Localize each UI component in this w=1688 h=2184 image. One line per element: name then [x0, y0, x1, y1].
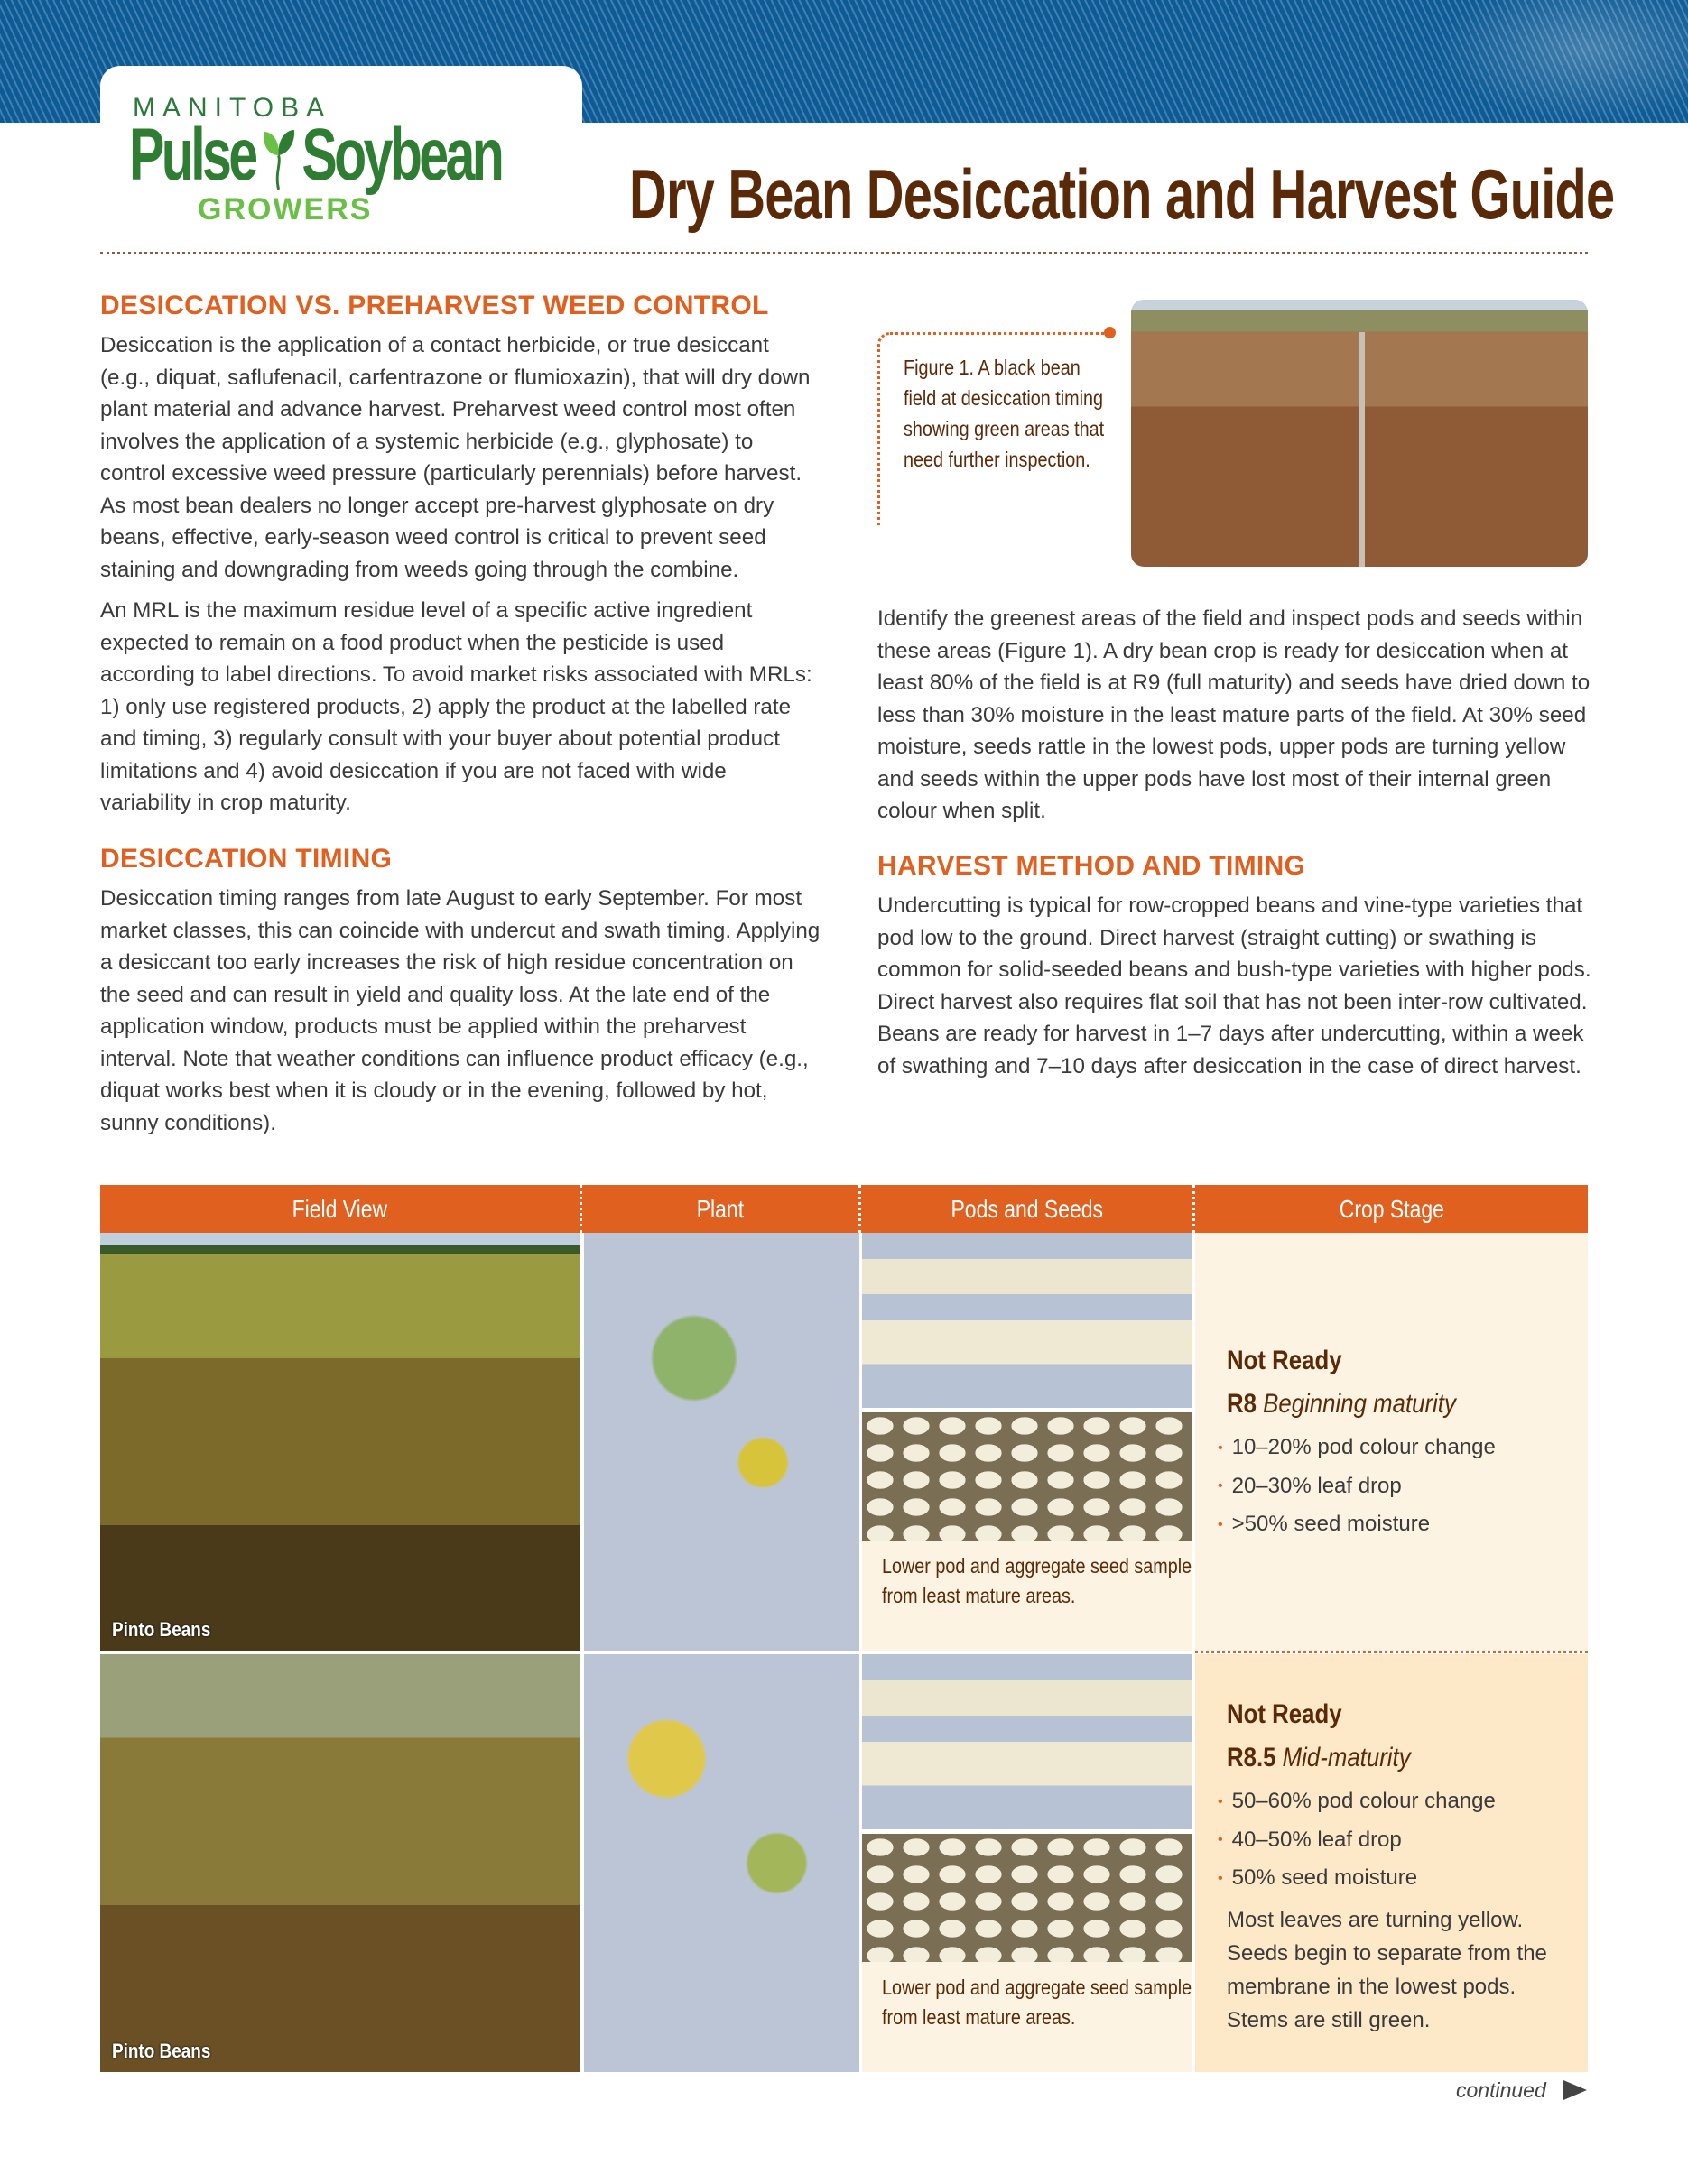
stage-note: Most leaves are turning yellow. Seeds begin to separate from the membrane in the lowest pods. Stems are still green. — [1227, 1907, 1547, 2032]
stage-bullet: • 10–20% pod colour change — [1218, 1429, 1588, 1467]
pod-photo — [862, 1233, 1192, 1408]
stage-code: R8 Beginning maturity — [1227, 1389, 1456, 1419]
table-header-pods: Pods and Seeds — [861, 1185, 1195, 1233]
seed-photo — [862, 1412, 1192, 1541]
seed-photo — [862, 1834, 1192, 1962]
plant-photo — [584, 1233, 859, 1651]
stage-bullet: • 20–30% leaf drop — [1218, 1467, 1588, 1506]
section-heading: HARVEST METHOD AND TIMING — [877, 851, 1306, 881]
section-heading: DESICCATION TIMING — [100, 844, 393, 874]
pod-photo — [862, 1654, 1192, 1829]
table-header-plant: Plant — [582, 1185, 861, 1233]
stage-bullet: • 50% seed moisture — [1218, 1859, 1588, 1898]
stage-status: Not Ready — [1227, 1346, 1342, 1375]
table-header-field-view: Field View — [100, 1185, 582, 1233]
logo — [100, 66, 582, 246]
leaf-watermark-icon — [1435, 0, 1688, 123]
continued-label: continued — [1456, 2078, 1546, 2102]
stage-status: Not Ready — [1227, 1699, 1342, 1729]
logo-growers: GROWERS — [198, 192, 373, 227]
field-photo — [100, 1233, 580, 1651]
table-header-crop-stage: Crop Stage — [1195, 1185, 1588, 1233]
stage-bullet: • 40–50% leaf drop — [1218, 1821, 1588, 1860]
caption-dot — [1104, 327, 1116, 338]
paragraph: An MRL is the maximum residue level of a specific active ingredient expected to remain on a food product when the pesticide is used according to label directions. To avoid market risks associated with MRLs: 1) only use registered products, 2) apply the product at the labelled rate and timing, 3) regularly consult with your buyer about potential product limitations and 4) avoid desiccation if you are not faced with wide variability in crop maturity. — [100, 598, 812, 815]
field-aerial-photo — [1131, 300, 1588, 567]
arrow-right-icon — [1563, 2080, 1587, 2100]
field-label: Pinto Beans — [112, 1618, 211, 1641]
pod-caption: Lower pod and aggregate seed sample from least mature areas. — [862, 1962, 1192, 2072]
sprout-icon — [259, 128, 298, 191]
divider — [100, 252, 1588, 254]
plant-photo — [584, 1654, 859, 2072]
logo-manitoba: MANITOBA — [133, 93, 332, 123]
paragraph: Desiccation is the application of a contact herbicide, or true desiccant (e.g., diquat, saflufenacil, carfentrazone or flumioxazin), that will dry down plant material and advance harvest. Preharvest weed control most often involves the application of a systemic herbicide (e.g., glyphosate) to control excessive weed pressure (particularly perennials) before harvest. As most bean dealers no longer accept pre-harvest glyphosate on dry beans, effective, early-season weed control is critical to prevent seed staining and downgrading from weeds going through the combine. — [100, 333, 811, 582]
crop-stage-cell — [1195, 1233, 1588, 1651]
crop-stage-cell — [1195, 1654, 1588, 2072]
figure-caption: Figure 1. A black bean field at desiccation timing showing green areas that need further inspection. — [904, 356, 1105, 471]
paragraph: Desiccation timing ranges from late August to early September. For most market classes, this can coincide with undercut and swath timing. Applying a desiccant too early increases the risk of high residue concentration on the seed and can result in yield and quality loss. At the late end of the application window, products must be applied within the preharvest interval. Note that weather conditions can influence product efficacy (e.g., diquat works best when it is cloudy or in the evening, followed by hot, sunny conditions). — [100, 886, 821, 1135]
row-divider — [1195, 1651, 1588, 1653]
section-heading: DESICCATION VS. PREHARVEST WEED CONTROL — [100, 291, 769, 320]
stage-bullet: • 50–60% pod colour change — [1218, 1782, 1588, 1821]
stage-bullet: • >50% seed moisture — [1218, 1505, 1588, 1544]
paragraph: Undercutting is typical for row-cropped beans and vine-type varieties that pod low to the ground. Direct harvest (straight cutting) or swathing is common for solid-seeded beans and bush-type varieties with higher pods. Direct harvest also requires flat soil that has not been inter-row cultivated. Beans are ready for harvest in 1–7 days after undercutting, within a week of swathing and 7–10 days after desiccation in the case of direct harvest. — [877, 893, 1591, 1078]
field-photo — [100, 1654, 580, 2072]
paragraph: Identify the greenest areas of the field and inspect pods and seeds within these areas (Figure 1). A dry bean crop is ready for desiccation when at least 80% of the field is at R9 (full maturity) and seeds have dried down to less than 30% moisture in the least mature parts of the field. At 30% seed moisture, seeds rattle in the lowest pods, upper pods are turning yellow and seeds within the upper pods have lost most of their internal green colour when split. — [877, 606, 1591, 823]
logo-wordmark: Pulse Soybean — [129, 114, 502, 196]
stage-code: R8.5 Mid-maturity — [1227, 1743, 1411, 1772]
field-label: Pinto Beans — [112, 2040, 211, 2062]
page-title: Dry Bean Desiccation and Harvest Guide — [629, 154, 1615, 234]
pod-caption: Lower pod and aggregate seed sample from least mature areas. — [862, 1541, 1192, 1651]
